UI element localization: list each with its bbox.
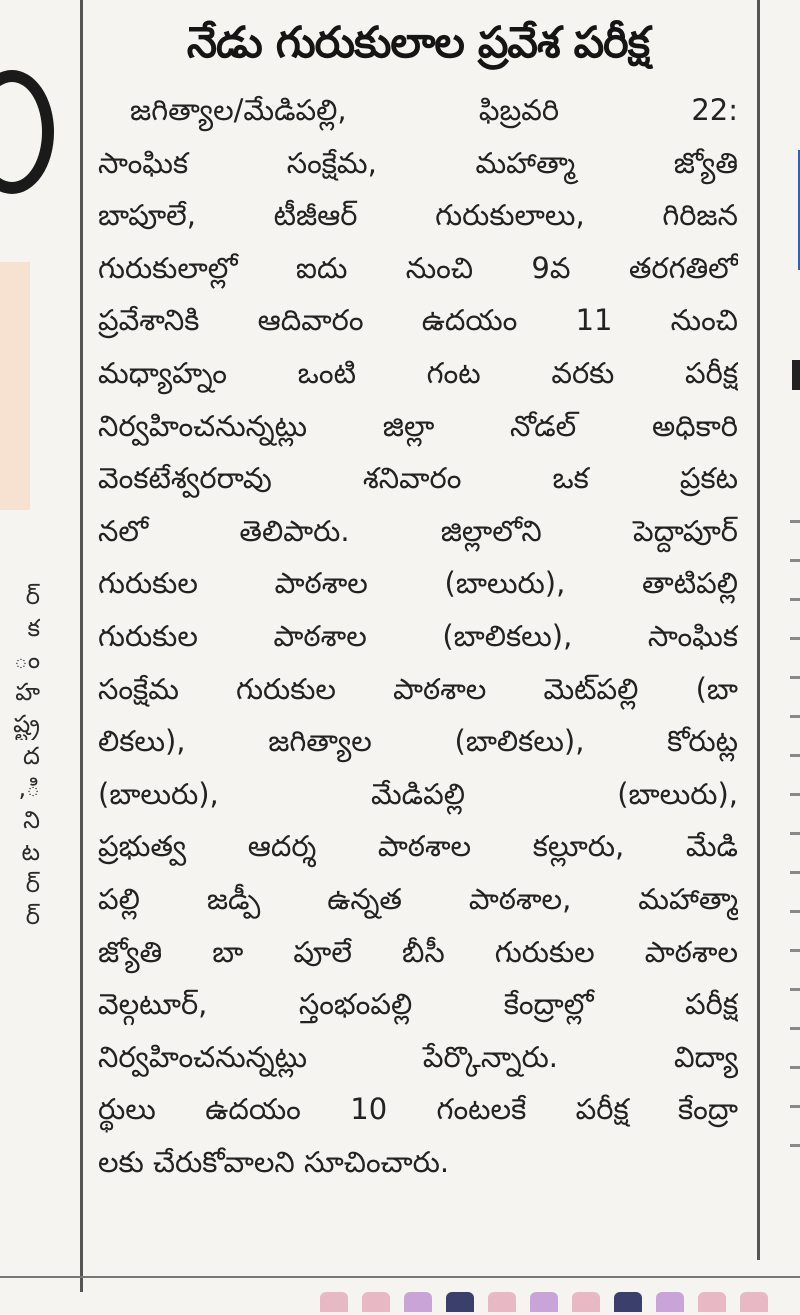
fragment-line: ర్	[25, 870, 40, 898]
body-line: మధ్యాహ్నం ఒంటి గంట వరకు పరీక్ష	[98, 355, 738, 390]
illustration-figure	[572, 1292, 600, 1312]
body-line: పల్లి జడ్పీ ఉన్నత పాఠశాల, మహాత్మా	[98, 881, 738, 916]
left-neighbor-column	[0, 0, 80, 1290]
fragment-line: ని	[23, 806, 40, 834]
body-line: నిర్వహించనున్నట్లు పేర్కొన్నారు. విద్యా	[98, 1039, 738, 1074]
text-mark	[790, 1066, 800, 1069]
text-mark	[790, 676, 800, 679]
body-line: జగిత్యాల/మేడిపల్లి, ఫిబ్రవరి 22:	[130, 93, 738, 127]
article-headline: నేడు గురుకులాల ప్రవేశ పరీక్ష	[186, 18, 650, 68]
illustration-figure	[362, 1292, 390, 1312]
illustration-figure	[320, 1292, 348, 1312]
fragment-line: ర్	[25, 902, 40, 930]
tinted-box	[0, 262, 30, 510]
illustration-figure	[740, 1292, 768, 1312]
body-line: లకు చేరుకోవాలని సూచించారు.	[98, 1144, 450, 1179]
text-mark	[790, 754, 800, 757]
body-line: ప్రవేశానికి ఆదివారం ఉదయం 11 నుంచి	[98, 303, 738, 338]
fragment-line: ి,	[18, 774, 40, 802]
illustration-figure	[530, 1292, 558, 1312]
text-mark	[790, 715, 800, 718]
body-line: సంక్షేమ గురుకుల పాఠశాల మెట్‌పల్లి (బా	[98, 671, 738, 706]
body-line: బాపూలే, టీజీఆర్ గురుకులాలు, గిరిజన	[98, 198, 738, 233]
body-line: గురుకులాల్లో ఐదు నుంచి 9వ తరగతిలో	[98, 250, 738, 285]
body-line: సాంఘిక సంక్షేమ, మహాత్మా జ్యోతి	[98, 145, 738, 180]
column-rule-right	[757, 0, 760, 1260]
fragment-line: ష్ట్ర	[13, 710, 40, 738]
text-mark	[790, 910, 800, 913]
fragment-line: ద	[23, 742, 40, 770]
text-mark	[790, 598, 800, 601]
right-neighbor-column	[762, 0, 800, 1270]
news-article	[98, 0, 738, 1270]
body-line: గురుకుల పాఠశాల (బాలురు), తాటిపల్లి	[98, 566, 738, 601]
fragment-line: ం	[13, 646, 40, 674]
illustration-figure	[614, 1292, 642, 1312]
cropped-illustration-strip	[320, 1292, 790, 1315]
text-mark	[790, 637, 800, 640]
bottom-rule	[0, 1276, 800, 1278]
text-mark	[790, 793, 800, 796]
column-rule-left	[80, 0, 83, 1292]
illustration-figure	[488, 1292, 516, 1312]
body-line: వెంకటేశ్వరరావు శనివారం ఒక ప్రకట	[98, 461, 738, 496]
body-line: వెల్గటూర్, స్తంభంపల్లి కేంద్రాల్లో పరీక్ష	[98, 987, 738, 1022]
text-mark	[790, 1144, 800, 1147]
article-body	[98, 84, 738, 1188]
fragment-line: ట	[21, 838, 40, 866]
body-line: ప్రభుత్వ ఆదర్శ పాఠశాల కల్లూరు, మేడి	[98, 829, 738, 864]
text-mark	[790, 871, 800, 874]
text-mark	[790, 1105, 800, 1108]
text-mark	[790, 1027, 800, 1030]
illustration-figure	[698, 1292, 726, 1312]
cropped-large-glyph	[0, 70, 54, 194]
text-mark	[790, 988, 800, 991]
fragment-line: హ	[15, 678, 40, 706]
body-line: గురుకుల పాఠశాల (బాలికలు), సాంఘిక	[98, 618, 738, 653]
body-line: (బాలురు), మేడిపల్లి (బాలురు),	[98, 776, 738, 811]
body-line: ర్థులు ఉదయం 10 గంటలకే పరీక్ష కేంద్రా	[98, 1092, 738, 1127]
illustration-figure	[656, 1292, 684, 1312]
text-mark	[790, 520, 800, 523]
cropped-text-marks	[790, 520, 800, 1183]
illustration-figure	[446, 1292, 474, 1312]
text-mark	[790, 559, 800, 562]
fragment-line: ర్	[25, 582, 40, 610]
left-column-text-fragments	[0, 580, 40, 932]
body-line: లికలు), జగిత్యాల (బాలికలు), కోరుట్ల	[98, 724, 738, 759]
body-line: నలో తెలిపారు. జిల్లాలోని పెద్దాపూర్	[98, 513, 738, 548]
cropped-dark-mark	[792, 360, 800, 390]
illustration-figure	[404, 1292, 432, 1312]
body-line: నిర్వహించనున్నట్లు జిల్లా నోడల్ అధికారి	[98, 408, 738, 443]
text-mark	[790, 949, 800, 952]
body-line: జ్యోతి బా పూలే బీసీ గురుకుల పాఠశాల	[98, 934, 738, 969]
text-mark	[790, 832, 800, 835]
fragment-line: క	[27, 614, 40, 642]
